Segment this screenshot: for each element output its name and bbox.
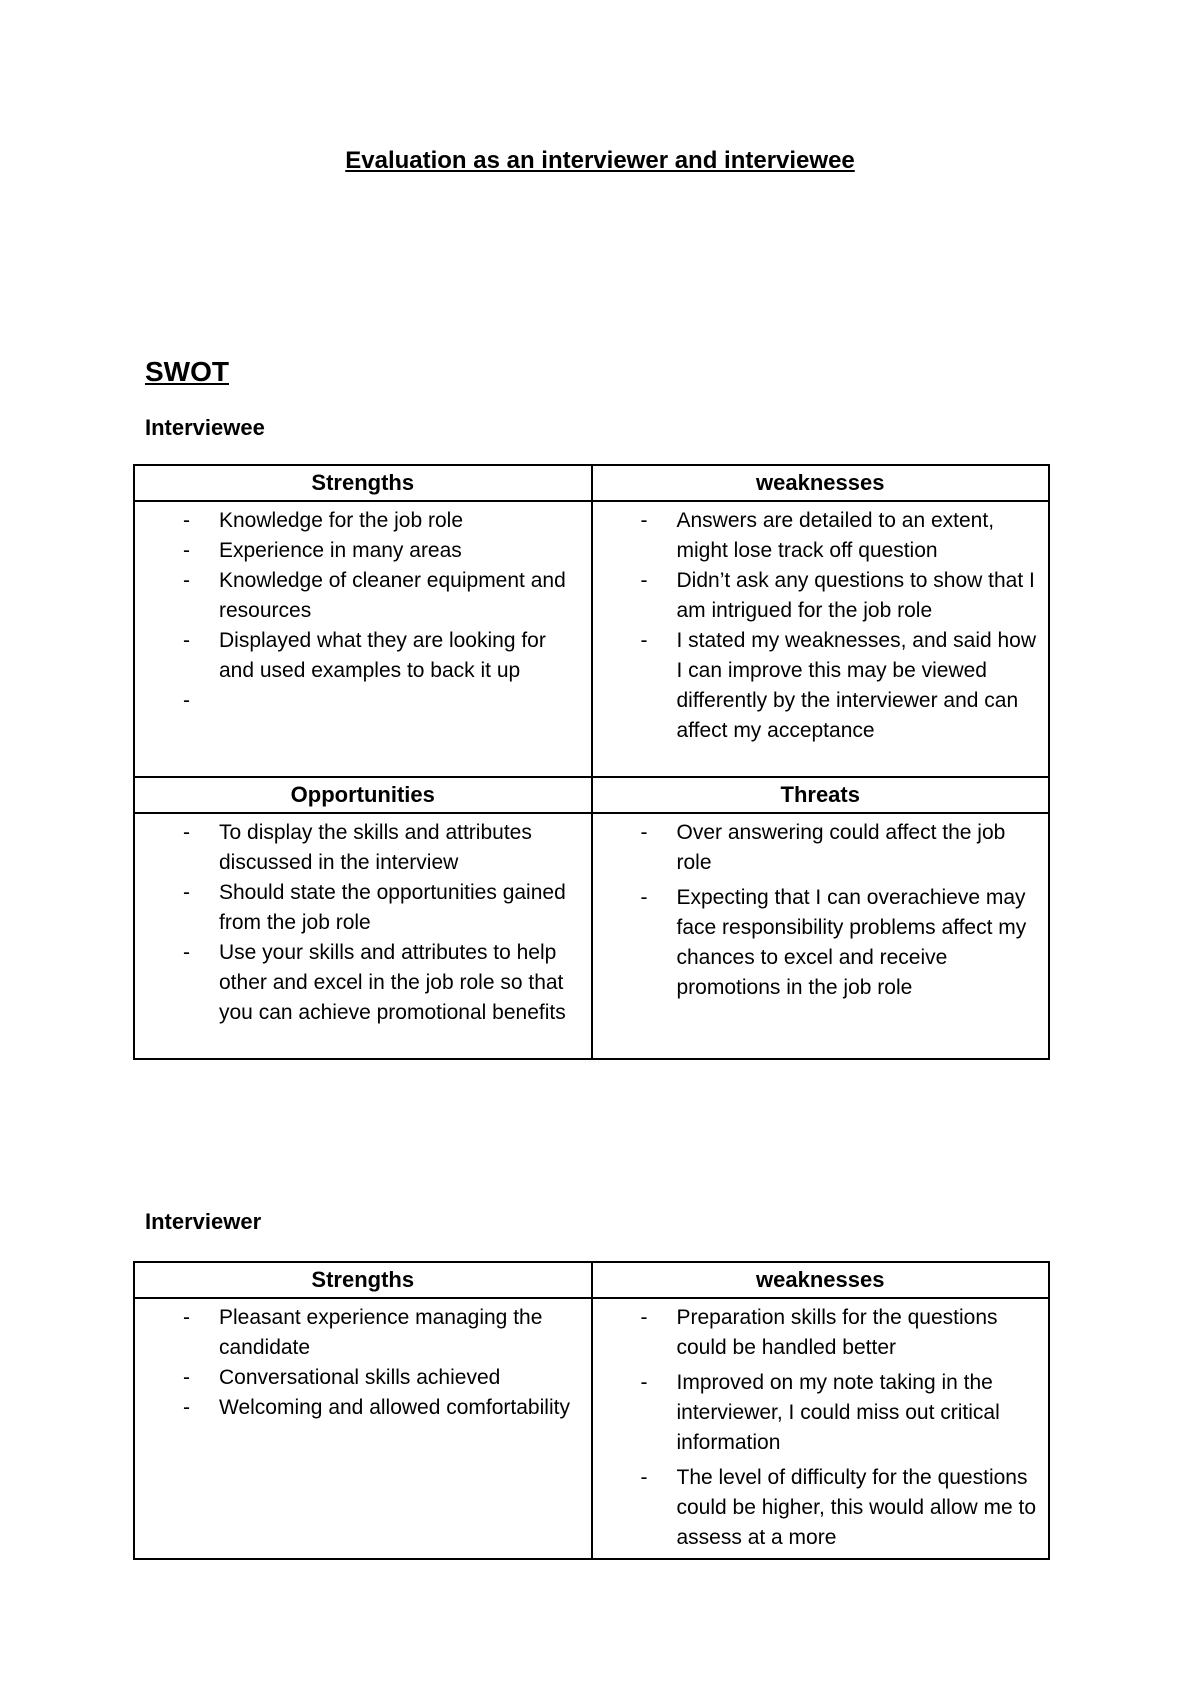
list-item-text: Over answering could affect the job role (676, 821, 1006, 874)
table-header-row (134, 465, 1049, 501)
list-item (593, 566, 1043, 626)
list-item-text: Preparation skills for the questions could be handled better (676, 1306, 998, 1359)
list-item (135, 818, 585, 878)
threats-list (593, 818, 1043, 1003)
bullet-dash: - (183, 689, 190, 712)
list-item (135, 1303, 585, 1363)
bullet-dash: - (640, 821, 648, 844)
list-item-text: Should state the opportunities gained from the job role (219, 881, 566, 934)
list-item-text: Use your skills and attributes to help other and excel in the job role so that you can achieve promotional benefits (219, 941, 566, 1024)
bullet-dash: - (640, 886, 648, 909)
table-row (134, 501, 1049, 777)
opportunities-cell (134, 813, 592, 1059)
swot-heading: SWOT (145, 356, 229, 387)
bullet-dash: - (640, 1371, 648, 1394)
bullet-dash: - (183, 539, 190, 562)
table-row (134, 1298, 1049, 1559)
list-item-text: Experience in many areas (219, 539, 462, 562)
list-item (135, 506, 585, 536)
bullet-dash: - (640, 1466, 648, 1489)
table-header-row (134, 777, 1049, 813)
list-item (135, 938, 585, 1028)
list-item (135, 1393, 585, 1423)
interviewer-heading: Interviewer (145, 1209, 262, 1234)
list-item (135, 878, 585, 938)
opportunities-list (135, 818, 585, 1028)
weaknesses-list (593, 506, 1043, 746)
weaknesses-cell (592, 501, 1050, 777)
bullet-dash: - (183, 941, 190, 964)
list-item-text: To display the skills and attributes discussed in the interview (219, 821, 532, 874)
list-item (593, 1463, 1043, 1553)
bullet-dash: - (640, 1306, 648, 1329)
list-item (135, 626, 585, 686)
bullet-dash: - (640, 509, 648, 532)
interviewee-heading: Interviewee (145, 415, 265, 440)
strengths-list (135, 506, 585, 712)
list-item (593, 1303, 1043, 1363)
list-item-text: Knowledge for the job role (219, 509, 463, 532)
threats-cell (592, 813, 1050, 1059)
list-item (135, 566, 585, 626)
strengths-cell (134, 501, 592, 777)
list-item-text: Didn’t ask any questions to show that I am intrigued for the job role (676, 569, 1035, 622)
interviewer-swot-table (133, 1261, 1050, 1560)
bullet-dash: - (183, 509, 190, 532)
bullet-dash: - (183, 821, 190, 844)
strengths-header: Strengths (134, 465, 592, 501)
list-item-text: Knowledge of cleaner equipment and resources (219, 569, 566, 622)
threats-header: Threats (592, 777, 1050, 813)
table-header-row (134, 1262, 1049, 1298)
list-item (135, 1363, 585, 1393)
weaknesses-header: weaknesses (592, 465, 1050, 501)
opportunities-header: Opportunities (134, 777, 592, 813)
strengths-header: Strengths (134, 1262, 592, 1298)
list-item-text: Welcoming and allowed comfortability (219, 1396, 570, 1419)
list-item (135, 536, 585, 566)
bullet-dash: - (183, 881, 190, 904)
interviewee-swot-table (133, 464, 1050, 1060)
list-item (593, 506, 1043, 566)
weaknesses-header: weaknesses (592, 1262, 1050, 1298)
list-item (593, 626, 1043, 746)
list-item-text: Displayed what they are looking for and used examples to back it up (219, 629, 546, 682)
list-item-text: Pleasant experience managing the candidate (219, 1306, 543, 1359)
list-item-text: Improved on my note taking in the interviewer, I could miss out critical information (676, 1371, 1000, 1454)
table-row (134, 813, 1049, 1059)
list-item (593, 1368, 1043, 1458)
list-item-text: Conversational skills achieved (219, 1366, 501, 1389)
page-title: Evaluation as an interviewer and interviewee (345, 147, 855, 174)
list-item (593, 883, 1043, 1003)
list-item-text: Expecting that I can overachieve may face responsibility problems affect my chances to excel and receive promotions in the job role (676, 886, 1027, 999)
strengths-list (135, 1303, 585, 1423)
bullet-dash: - (183, 629, 190, 652)
weaknesses-list (593, 1303, 1043, 1553)
bullet-dash: - (183, 1306, 190, 1329)
bullet-dash: - (640, 569, 648, 592)
list-item (593, 818, 1043, 878)
list-item-text: The level of difficulty for the questions could be higher, this would allow me to assess at a more (676, 1466, 1037, 1549)
bullet-dash: - (183, 1366, 190, 1389)
strengths-cell (134, 1298, 592, 1559)
bullet-dash: - (183, 1396, 190, 1419)
bullet-dash: - (640, 629, 648, 652)
list-item-text: Answers are detailed to an extent, might lose track off question (676, 509, 995, 562)
list-item-text: I stated my weaknesses, and said how I can improve this may be viewed differently by the interviewer and can affect my acceptance (676, 629, 1037, 742)
bullet-dash: - (183, 569, 190, 592)
weaknesses-cell (592, 1298, 1050, 1559)
